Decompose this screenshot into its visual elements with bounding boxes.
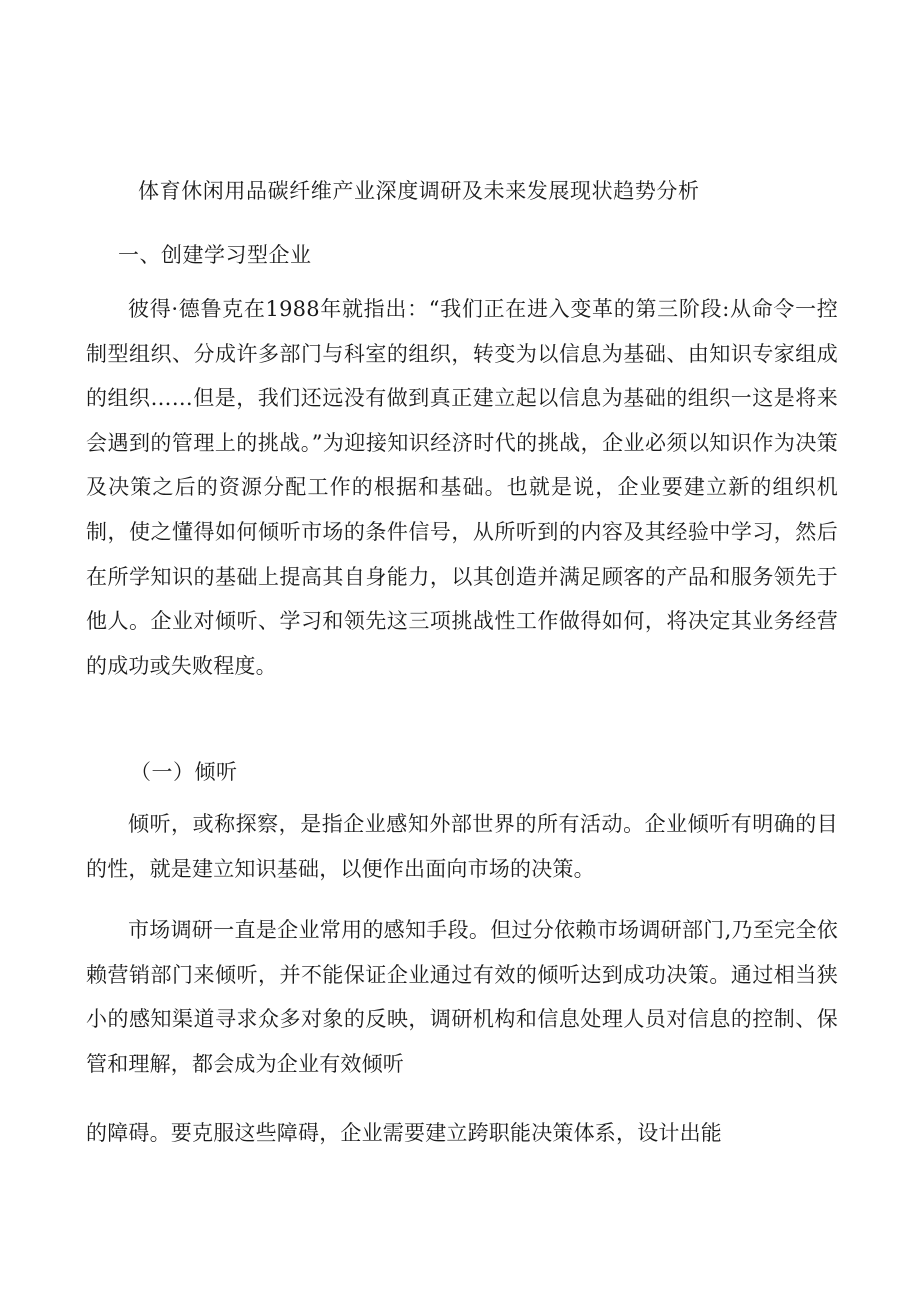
document-title: 体育休闲用品碳纤维产业深度调研及未来发展现状趋势分析 bbox=[138, 179, 700, 203]
body-paragraph: 的障碍。要克服这些障碍，企业需要建立跨职能决策体系，设计出能 bbox=[86, 1121, 722, 1145]
section-heading: 一、创建学习型企业 bbox=[118, 243, 312, 267]
subsection-heading: （一）倾听 bbox=[130, 760, 238, 784]
body-paragraph: 倾听，或称探察，是指企业感知外部世界的所有活动。企业倾听有明确的目的性，就是建立知识基础，以便作出面向市场的决策。 bbox=[86, 812, 838, 881]
body-paragraph: 彼得·德鲁克在1988年就指出：“我们正在进入变革的第三阶段:从命令一控制型组织、分成许多部门与科室的组织，转变为以信息为基础、由知识专家组成的组织……但是，我们还远没有做到真正建立起以信息为基础的组织一这是将来会遇到的管理上的挑战。”为迎接知识经济时代的挑战，企业必须以知识作为决策及决策之后的资源分配工作的根据和基础。也就是说，企业要建立新的组织机制，使之懂得如何倾听市场的条件信号，从所听到的内容及其经验中学习，然后在所学知识的基础上提高其自身能力，以其创造并满足顾客的产品和服务领先于他人。企业对倾听、学习和领先这三项挑战性工作做得如何，将决定其业务经营的成功或失败程度。 bbox=[86, 297, 838, 678]
body-paragraph: 市场调研一直是企业常用的感知手段。但过分依赖市场调研部门,乃至完全依赖营销部门来倾听，并不能保证企业通过有效的倾听达到成功决策。通过相当狭小的感知渠道寻求众多对象的反映，调研机构和信息处理人员对信息的控制、保管和理解，都会成为企业有效倾听 bbox=[86, 918, 838, 1076]
